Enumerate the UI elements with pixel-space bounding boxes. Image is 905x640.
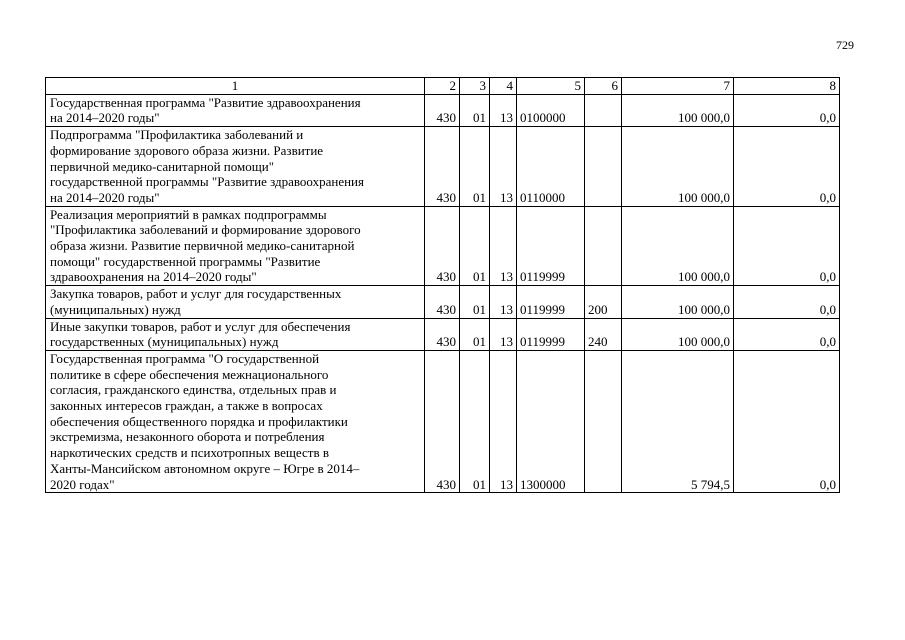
- section-cell: 01: [460, 286, 490, 318]
- subsection-cell: 13: [490, 206, 517, 286]
- table-row: [46, 318, 840, 350]
- amount-cell: 0,0: [734, 127, 840, 207]
- header-cell: 5: [517, 78, 585, 95]
- admin-code-cell: 430: [425, 318, 460, 350]
- expense-type-cell: [585, 206, 622, 286]
- section-cell: 01: [460, 206, 490, 286]
- header-cell: 1: [46, 78, 425, 95]
- row-description: Иные закупки товаров, работ и услуг для обеспечения государственных (муниципальных) нужд: [46, 318, 425, 350]
- target-article-cell: 0119999: [517, 286, 585, 318]
- budget-table: [45, 77, 840, 493]
- table-row: [46, 350, 840, 492]
- admin-code-cell: 430: [425, 286, 460, 318]
- admin-code-cell: 430: [425, 127, 460, 207]
- row-description: Государственная программа "О государственной политике в сфере обеспечения межнационального согласия, гражданского единства, отдельных прав и законных интересов граждан, а также в вопросах обеспечения общественного порядка и профилактики экстремизма, незаконного оборота и потребления наркотических средств и психотропных веществ в Ханты-Мансийском автономном округе – Югре в 2014– 2020 годах": [46, 350, 425, 492]
- amount-cell: 0,0: [734, 286, 840, 318]
- subsection-cell: 13: [490, 94, 517, 126]
- amount-cell: 100 000,0: [622, 94, 734, 126]
- target-article-cell: 0100000: [517, 94, 585, 126]
- subsection-cell: 13: [490, 127, 517, 207]
- header-cell: 8: [734, 78, 840, 95]
- amount-cell: 5 794,5: [622, 350, 734, 492]
- table-header-row: [46, 78, 840, 95]
- header-cell: 4: [490, 78, 517, 95]
- row-description: Государственная программа "Развитие здравоохранения на 2014–2020 годы": [46, 94, 425, 126]
- section-cell: 01: [460, 127, 490, 207]
- subsection-cell: 13: [490, 350, 517, 492]
- amount-cell: 0,0: [734, 206, 840, 286]
- target-article-cell: 0119999: [517, 318, 585, 350]
- target-article-cell: 1300000: [517, 350, 585, 492]
- expense-type-cell: [585, 350, 622, 492]
- table-row: [46, 206, 840, 286]
- header-cell: 2: [425, 78, 460, 95]
- subsection-cell: 13: [490, 286, 517, 318]
- section-cell: 01: [460, 318, 490, 350]
- target-article-cell: 0110000: [517, 127, 585, 207]
- amount-cell: 100 000,0: [622, 286, 734, 318]
- expense-type-cell: 240: [585, 318, 622, 350]
- row-description: Закупка товаров, работ и услуг для государственных (муниципальных) нужд: [46, 286, 425, 318]
- page-number: 729: [836, 38, 854, 52]
- target-article-cell: 0119999: [517, 206, 585, 286]
- header-cell: 3: [460, 78, 490, 95]
- amount-cell: 100 000,0: [622, 318, 734, 350]
- header-cell: 6: [585, 78, 622, 95]
- admin-code-cell: 430: [425, 94, 460, 126]
- table-row: [46, 127, 840, 207]
- header-cell: 7: [622, 78, 734, 95]
- table-row: [46, 286, 840, 318]
- amount-cell: 100 000,0: [622, 127, 734, 207]
- subsection-cell: 13: [490, 318, 517, 350]
- amount-cell: 100 000,0: [622, 206, 734, 286]
- amount-cell: 0,0: [734, 318, 840, 350]
- section-cell: 01: [460, 350, 490, 492]
- expense-type-cell: [585, 94, 622, 126]
- row-description: Реализация мероприятий в рамках подпрограммы "Профилактика заболеваний и формирование здорового образа жизни. Развитие первичной медико-санитарной помощи" государственной программы "Развитие здравоохранения на 2014–2020 годы": [46, 206, 425, 286]
- row-description: Подпрограмма "Профилактика заболеваний и формирование здорового образа жизни. Развитие первичной медико-санитарной помощи" государственной программы "Развитие здравоохранения на 2014–2020 годы": [46, 127, 425, 207]
- expense-type-cell: 200: [585, 286, 622, 318]
- section-cell: 01: [460, 94, 490, 126]
- table-row: [46, 94, 840, 126]
- admin-code-cell: 430: [425, 350, 460, 492]
- expense-type-cell: [585, 127, 622, 207]
- admin-code-cell: 430: [425, 206, 460, 286]
- amount-cell: 0,0: [734, 94, 840, 126]
- amount-cell: 0,0: [734, 350, 840, 492]
